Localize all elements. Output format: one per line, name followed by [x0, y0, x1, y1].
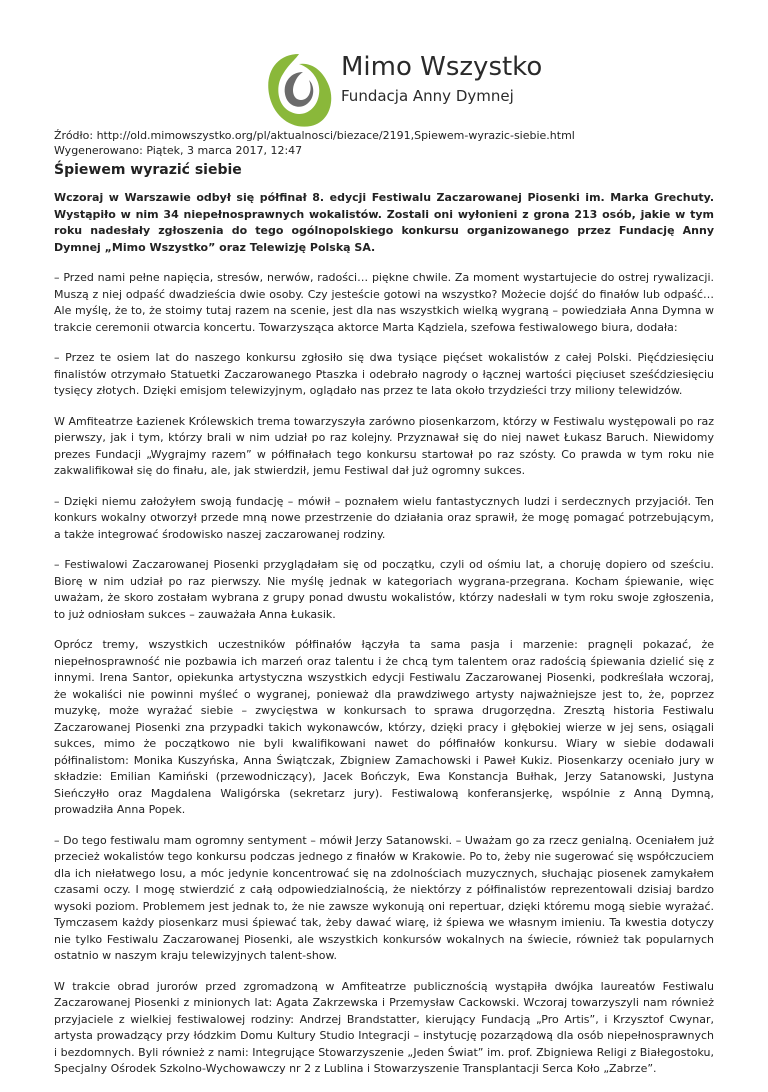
source-line: Źródło: http://old.mimowszystko.org/pl/aktualnosci/biezace/2191,Spiewem-wyrazic-siebie.html — [54, 129, 575, 142]
article-paragraph: – Przez te osiem lat do naszego konkursu zgłosiło się dwa tysiące pięćset wokalistów z całej Polski. Pięćdziesięciu finalistów otrzymało Statuetki Zaczarowanego Ptaszka i odebrało nagrody o łącznej wartości pięciuset sześćdziesięciu tysięcy złotych. Dzięki emisjom telewizyjnym, oglądało nas przez te lata około trzydzieści trzy miliony telewidzów. — [54, 351, 714, 397]
article-paragraph: Oprócz tremy, wszystkich uczestników półfinałów łączyła ta sama pasja i marzenie: pragnęli pokazać, że niepełnosprawność nie pozbawia ich marzeń oraz talentu i że chcą tym talentem oraz radością śpiewania dzielić się z innymi. Irena Santor, opiekunka artystyczna wszystkich edycji Festiwalu Zaczarowanej Piosenki, podkreślała wczoraj, że wokaliści nie powinni myśleć o wygranej, ponieważ dla prawdziwego artysty najważniejsze jest to, że, poprzez muzykę, może wyrażać siebie – zwycięstwa w konkursach to sprawa drugorzędna. Zresztą historia Festiwalu Zaczarowanej Piosenki zna przypadki takich wykonawców, którzy, dzięki pracy i głębokiej wierze w jej sens, osiągali sukces, mimo że początkowo nie byli kwalifikowani nawet do półfinałów konkursu. Wiary w siebie dodawali półfinalistom: Monika Kuszyńska, Anna Świątczak, Zbigniew Zamachowski i Paweł Kukiz. Piosenkarzy oceniało jury w składzie: Emilian Kamiński (przewodniczący), Jacek Bończyk, Ewa Konstancja Bułhak, Jerzy Satanowski, Justyna Sieńczyłło oraz Magdalena Waligórska (sekretarz jury). Festiwalową konferansjerkę, wspólnie z Anną Dymną, prowadziła Anna Popek. — [54, 638, 714, 816]
logo-name: Mimo Wszystko — [341, 52, 543, 82]
logo-subtitle: Fundacja Anny Dymnej — [341, 87, 514, 105]
article-paragraph: – Do tego festiwalu mam ogromny sentyment – mówił Jerzy Satanowski. – Uważam go za rzecz genialną. Oceniałem już przecież wokalistów tego konkursu podczas jednego z finałów w Krakowie. Po to, żeby nie sugerować się współczuciem dla ich niełatwego losu, a móc jedynie koncentrować się na zdolnościach muzycznych, słuchając piosenek zamykałem czasami oczy. I mogę stwierdzić z całą odpowiedzialnością, że niektórzy z półfinalistów reprezentowali dzisiaj bardzo wysoki poziom. Problemem jest jednak to, że nie zawsze wykonują oni repertuar, dzięki któremu mogą siebie wyrażać. Tymczasem każdy piosenkarz musi śpiewać tak, żeby dawać wiarę, iż śpiewa we własnym imieniu. Ta kwestia dotyczy nie tylko Festiwalu Zaczarowanej Piosenki, ale wszystkich konkursów wokalnych na świecie, również tak popularnych ostatnio w naszym kraju telewizyjnych talent-show. — [54, 833, 714, 962]
article-paragraph: – Festiwalowi Zaczarowanej Piosenki przyglądałam się od początku, czyli od ośmiu lat, a choruję dopiero od sześciu. Biorę w nim udział po raz pierwszy. Nie myślę jednak w kategoriach wygrana-przegrana. Kocham śpiewanie, więc uważam, że skoro zostałam wybrana z grupy ponad dwustu wokalistów, którzy nadesłali w tym roku swoje zgłoszenia, to już odniosłam sukces – zauważała Anna Łukasik. — [54, 558, 714, 621]
article-paragraph: – Dzięki niemu założyłem swoją fundację – mówił – poznałem wielu fantastycznych ludzi i serdecznych przyjaciół. Ten konkurs wokalny otworzył przede mną nowe przestrzenie do działania oraz sprawił, że mogę pomagać potrzebującym, a także integrować środowisko naszej zaczarowanej rodziny. — [54, 494, 714, 541]
article-title: Śpiewem wyrazić siebie — [54, 162, 242, 178]
foundation-logo — [259, 50, 579, 132]
article-paragraph: W Amfiteatrze Łazienek Królewskich trema towarzyszyła zarówno piosenkarzom, którzy w Festiwalu występowali po raz pierwszy, jak i tym, którzy brali w nim udział po raz kolejny. Przyznawał się do niej nawet Łukasz Baruch. Niewidomy prezes Fundacji „Wygrajmy razem” w półfinałach tego konkursu startował po raz szósty. Co prawda w tym roku nie zakwalifikował się do finału, ale, jak stwierdził, jemu Festiwal dał już ogromny sukces. — [54, 414, 714, 477]
article-paragraph: – Przed nami pełne napięcia, stresów, nerwów, radości… piękne chwile. Za moment wystartujecie do ostrej rywalizacji. Muszą z niej odpaść dwadzieścia dwie osoby. Czy jesteście gotowi na wszystko? Możecie dojść do finałów lub odpaść… Ale myślę, że to, że stoimy tutaj razem na scenie, jest dla nas wszystkich wielką wygraną – powiedziała Anna Dymna w trakcie ceremonii otwarcia koncertu. Towarzysząca aktorce Marta Kądziela, szefowa festiwalowego biura, dodała: — [54, 271, 714, 334]
logo-mark-icon — [259, 50, 337, 132]
article-paragraph: W trakcie obrad jurorów przed zgromadzoną w Amfiteatrze publicznością wystąpiła dwójka laureatów Festiwalu Zaczarowanej Piosenki z minionych lat: Agata Zakrzewska i Przemysław Cackowski. Wczoraj towarzyszyli nam również przyjaciele z wielkiej festiwalowej rodziny: Andrzej Brandstatter, kierujący Fundacją „Pro Artis”, i Krzysztof Cwynar, artysta prowadzący przy łódzkim Domu Kultury Studio Integracji – instytucję pozarządową dla osób niepełnosprawnych i bezdomnych. Byli również z nami: Integrujące Stowarzyszenie „Jeden Świat” im. prof. Zbigniewa Religi z Białegostoku, Specjalny Ośrodek Szkolno-Wychowawczy nr 2 z Lublina i Stowarzyszenie Transplantacji Serca Koło „Zabrze”. — [54, 979, 714, 1075]
article-lead: Wczoraj w Warszawie odbył się półfinał 8. edycji Festiwalu Zaczarowanej Piosenki im. Marka Grechuty. Wystąpiło w nim 34 niepełnosprawnych wokalistów. Zostali oni wyłonieni z grona 213 osób, jakie w tym roku nadesłały zgłoszenia do tego ogólnopolskiego konkursu organizowanego przez Fundację Anny Dymnej „Mimo Wszystko” oraz Telewizję Polską SA. — [54, 191, 714, 254]
document-meta — [54, 128, 575, 158]
generated-line: Wygenerowano: Piątek, 3 marca 2017, 12:47 — [54, 144, 303, 157]
article-body — [54, 190, 714, 1092]
